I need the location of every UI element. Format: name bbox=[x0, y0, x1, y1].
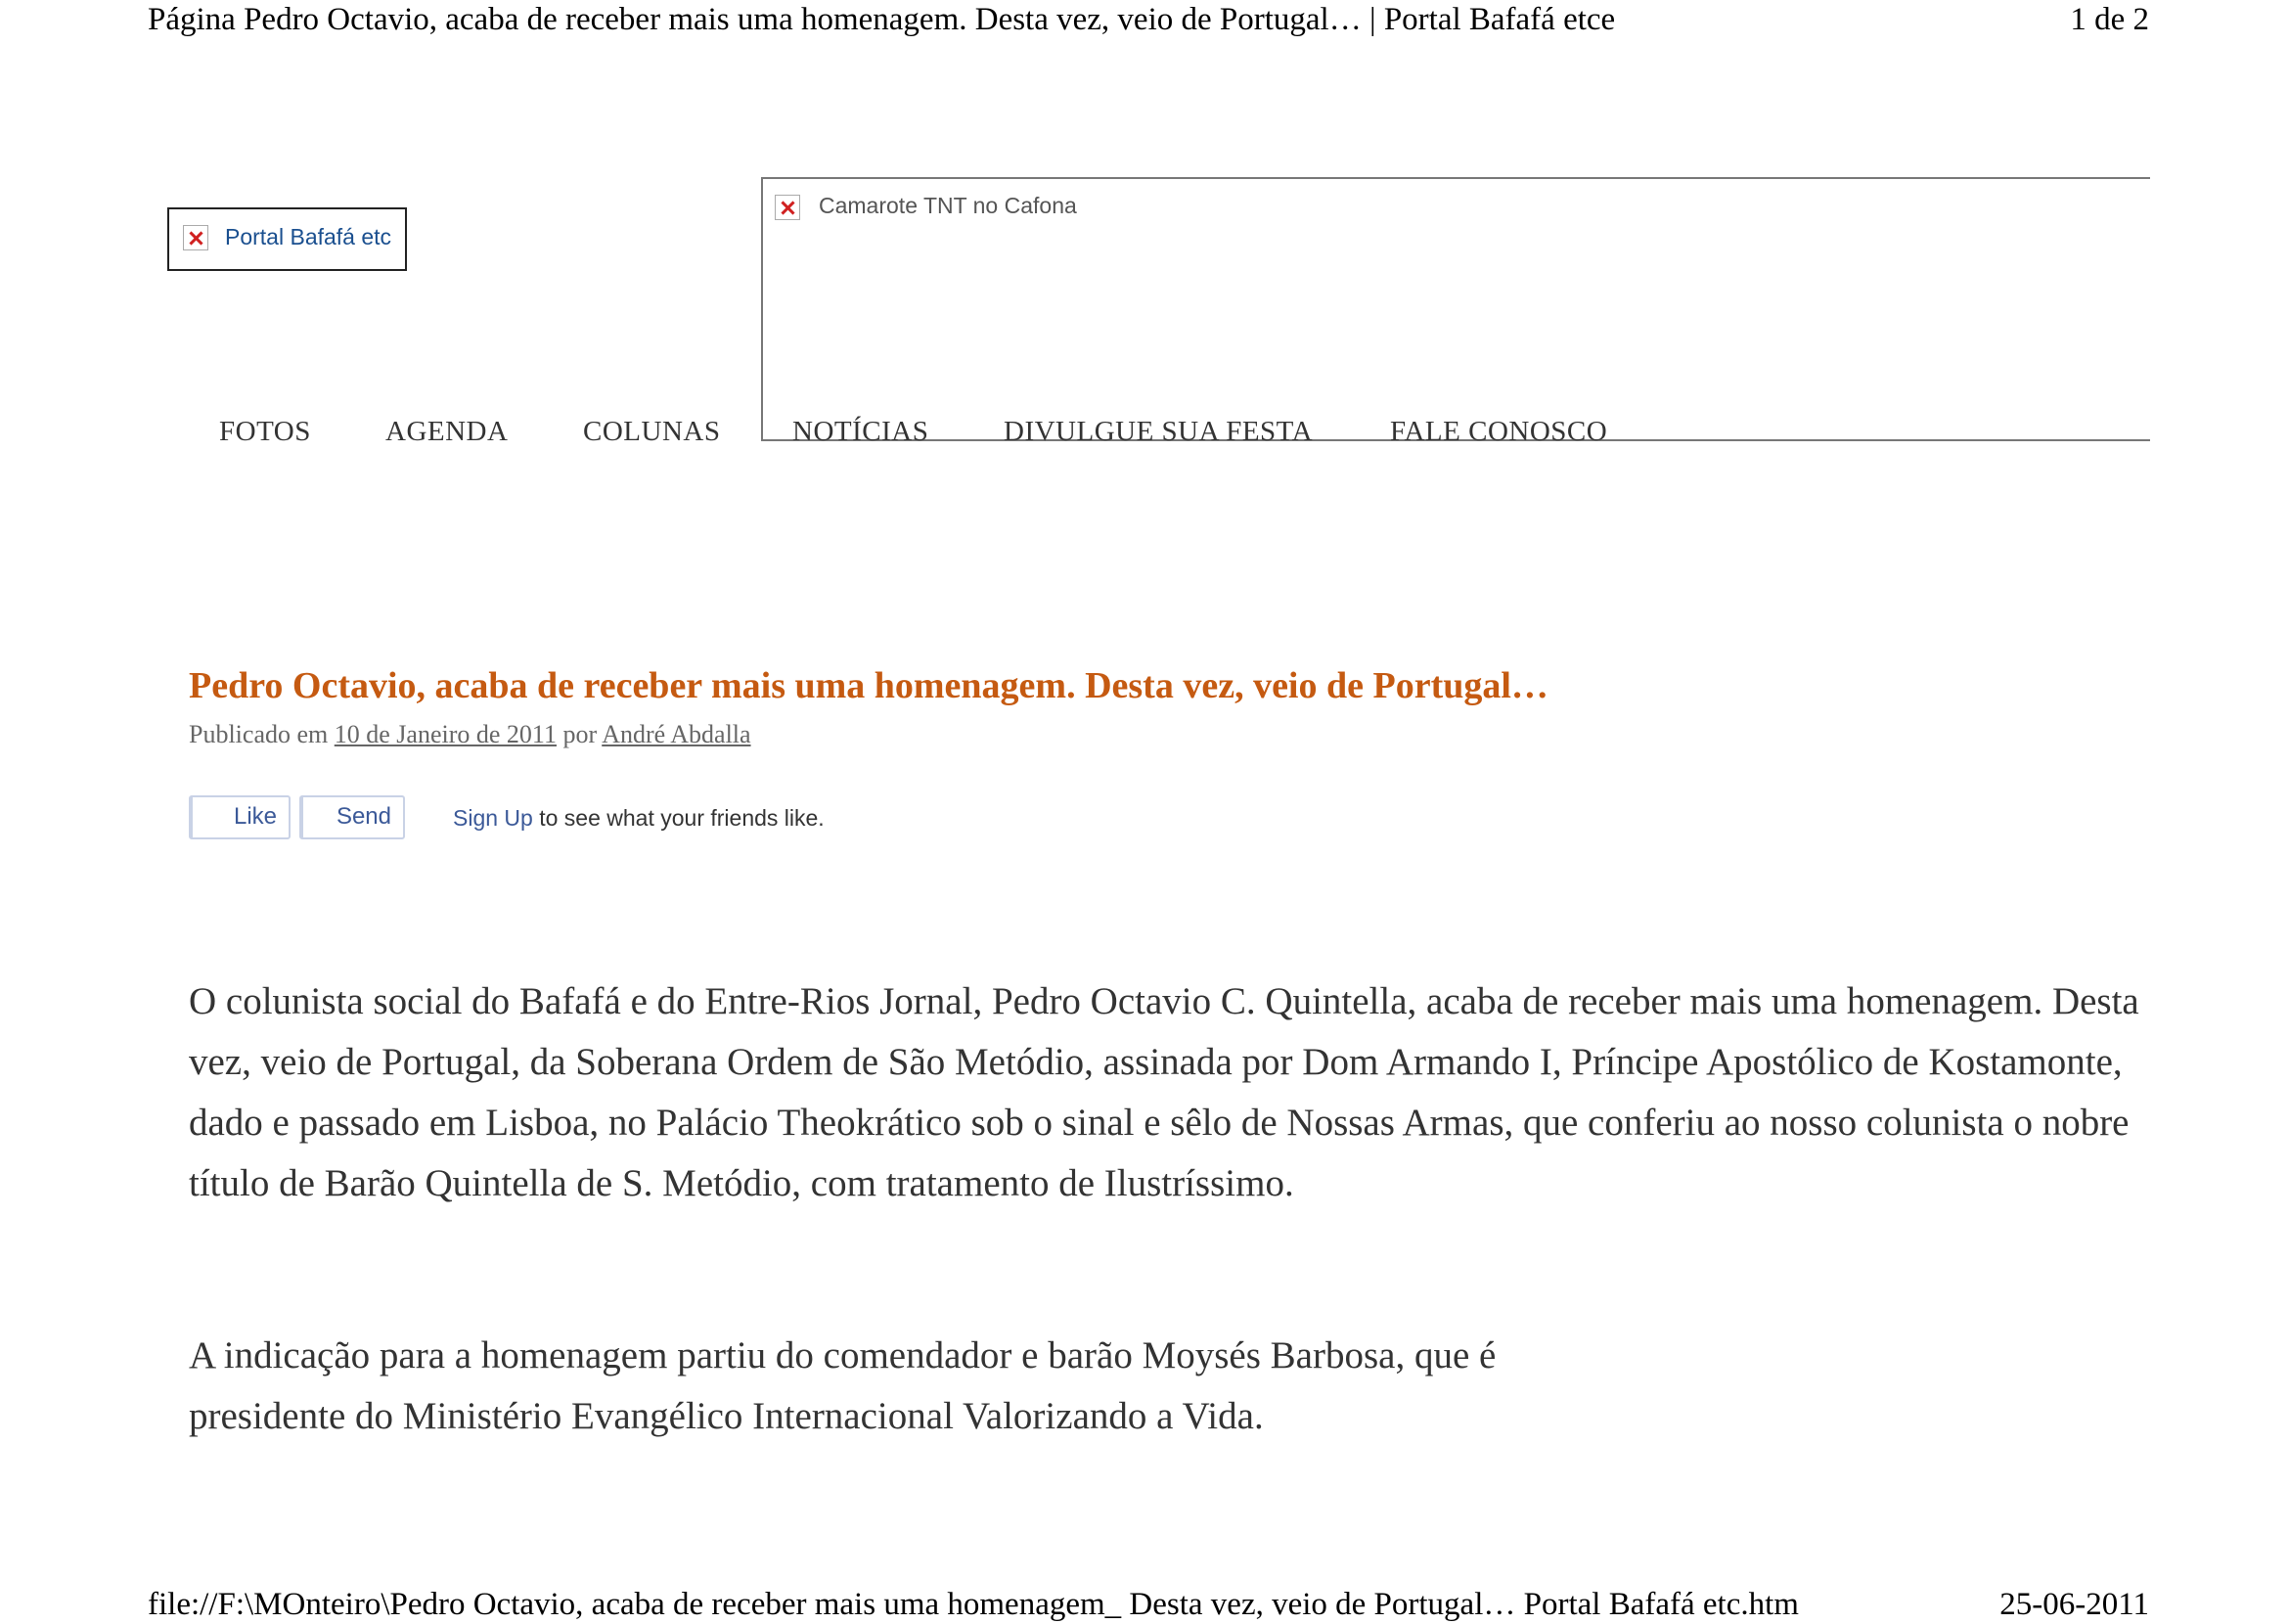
author-link[interactable]: André Abdalla bbox=[602, 720, 751, 748]
facebook-send-button[interactable]: Send bbox=[299, 795, 405, 839]
facebook-like-button[interactable]: Like bbox=[189, 795, 291, 839]
article-paragraph-1: O colunista social do Bafafá e do Entre-Rios Jornal, Pedro Octavio C. Quintella, acaba de receber mais uma homenagem. Desta vez, veio de Portugal, da Soberana Ordem de São Metódio, assinada por Dom Armando I, Príncipe Apostólico de Kostamonte, dado e passado em Lisboa, no Palácio Theokrático sob o sinal e sêlo de Nossas Armas, que conferiu ao nosso colunista o nobre título de Barão Quintella de S. Metódio, com tratamento de Ilustríssimo. bbox=[189, 980, 2139, 1204]
page-number: 1 de 2 bbox=[2070, 2, 2149, 37]
banner-alt-text: Camarote TNT no Cafona bbox=[819, 193, 1077, 218]
print-footer-path: file://F:\MOnteiro\Pedro Octavio, acaba de receber mais uma homenagem_ Desta vez, veio de Portugal… Portal Bafafá etc.htm bbox=[148, 1587, 1799, 1622]
logo-alt-text: Portal Bafafá etc bbox=[225, 224, 392, 249]
nav-item-fotos[interactable]: FOTOS bbox=[219, 416, 311, 447]
site-logo[interactable] bbox=[167, 207, 407, 271]
nav-item-agenda[interactable]: AGENDA bbox=[385, 416, 509, 447]
post-meta bbox=[189, 720, 751, 749]
nav-item-noticias[interactable]: NOTÍCIAS bbox=[792, 416, 929, 447]
broken-image-icon bbox=[183, 225, 208, 250]
facebook-signup-prompt bbox=[453, 805, 825, 832]
broken-image-icon bbox=[775, 195, 800, 220]
meta-by: por bbox=[562, 720, 598, 748]
print-date: 25-06-2011 bbox=[1999, 1587, 2149, 1622]
signup-text: to see what your friends like. bbox=[539, 805, 825, 831]
banner-ad[interactable] bbox=[761, 177, 2150, 441]
post-title[interactable]: Pedro Octavio, acaba de receber mais uma homenagem. Desta vez, veio de Portugal… bbox=[189, 665, 1548, 706]
post-date-link[interactable]: 10 de Janeiro de 2011 bbox=[334, 720, 557, 748]
meta-prefix: Publicado em bbox=[189, 720, 329, 748]
nav-item-divulgue-sua-festa[interactable]: DIVULGUE SUA FESTA bbox=[1004, 416, 1314, 447]
article-paragraph-2: A indicação para a homenagem partiu do comendador e barão Moysés Barbosa, que é presidente do Ministério Evangélico Internacional Valorizando a Vida. bbox=[189, 1334, 1497, 1437]
nav-item-fale-conosco[interactable]: FALE CONOSCO bbox=[1390, 416, 1608, 447]
nav-item-colunas[interactable]: COLUNAS bbox=[583, 416, 721, 447]
print-header-title: Página Pedro Octavio, acaba de receber mais uma homenagem. Desta vez, veio de Portugal… | Portal Bafafá etce bbox=[148, 2, 1616, 37]
signup-link[interactable]: Sign Up bbox=[453, 805, 533, 831]
